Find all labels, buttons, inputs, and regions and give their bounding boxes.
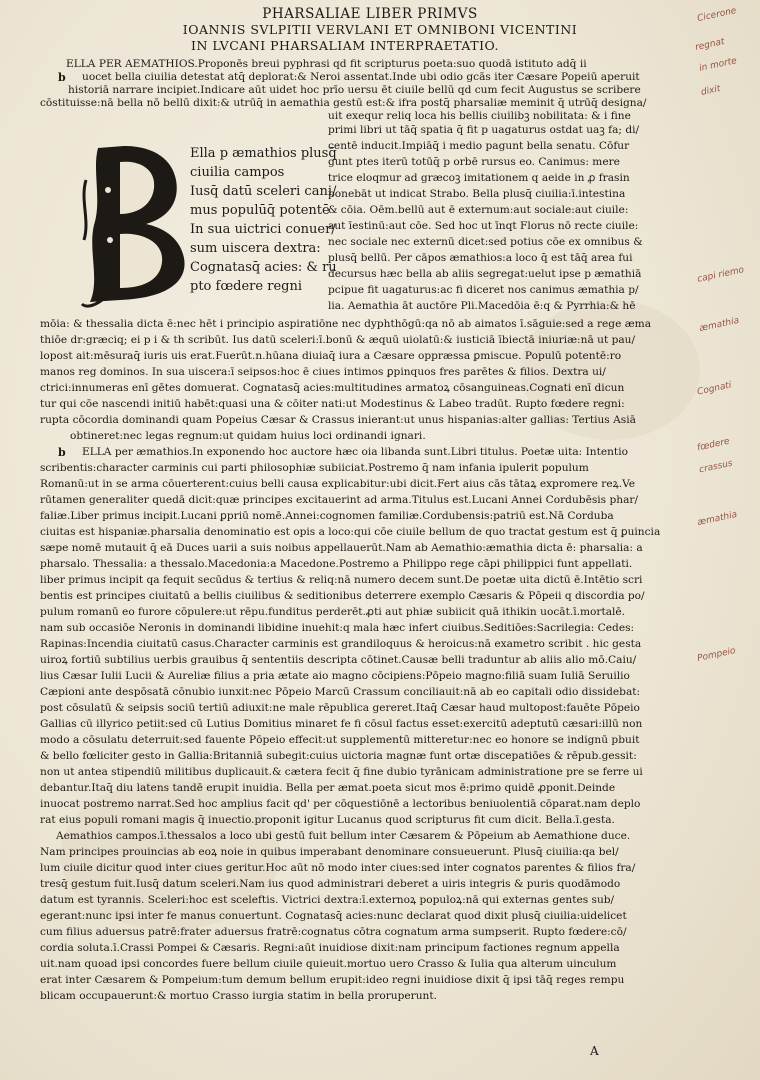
book-title: PHARSALIAE LIBER PRIMVS: [262, 6, 478, 22]
text-line: obtineret:nec legas regnum:ut quidam huius loci ordinandi ignari.: [70, 430, 426, 442]
text-line: decursus hæc bella ab aliis segregat:uelut ipse p æmathiā: [328, 268, 642, 280]
text-line: cum filius aduersus patrē:frater aduersus fratrē:cognatus cōtra cognatum arma sumpserit. Rupto fœdere:cō/: [40, 926, 627, 938]
margin-note: crassus: [698, 458, 734, 476]
text-line: cordia soluta.ī.Crassi Pompei & Cæsaris. Regni:aūt inuidiose dixit:nam principum factiones regnum appella: [40, 942, 620, 954]
margin-note: regnat: [694, 37, 726, 53]
text-line: gunt ptes iterū totūq̄ p orbē rursus eo. Canimus: mere: [328, 156, 620, 168]
poem-line: mus populūq̄ potentē: [190, 203, 330, 218]
text-line: uit.nam quoad ipsi concordes fuere bellum ciuile quieuit.mortuo uero Crasso & Iulia qua alterum uinculum: [40, 958, 617, 970]
poem-line: In sua uictrici conuer/: [190, 222, 336, 237]
text-line: Aemathios campos.ī.thessalos a loco ubi gestū fuit bellum inter Cæsarem & Pōpeium ab Aemathione duce.: [56, 830, 631, 842]
text-line: Romanū:ut in se arma cōuerterent:cuius belli causa explicabitur:ubi dicit.Fert aius cās tātaꝝ expromere reꝝ.Ve: [40, 478, 636, 490]
text-line: mōia: & thessalia dicta ē:nec hēt i principio aspiratiōne nec dyphthōgū:qa nō ab aimatos ī.sāguie:sed a rege æma: [40, 318, 652, 330]
text-line: uocet bella ciuilia detestat atq̄ deplorat:& Neroi assentat.Inde ubi odio gcās iter Cæsare Popeiū aperuit: [82, 71, 640, 83]
text-line: pcipue fit uagaturus:ac fi diceret nos canimus æmathia p/: [328, 284, 639, 296]
text-line: historiā narrare incipiet.Indicare aūt uidet hoc prīo uersu ēt ciuile bellū qd cum fecit Augustus se scribere: [68, 84, 641, 96]
text-line: datum est tyrannis. Sceleri:hoc est sceleftis. Victrici dextra:ī.externoꝝ populoꝝ:nā qui externas gentes sub/: [40, 894, 615, 906]
text-line: tresq̄ gestum fuit.Iusq̄ datum sceleri.Nam ius quod administrari deberet a uiris integris & puris quodāmodo: [40, 878, 621, 890]
section-marker: b: [58, 71, 66, 84]
margin-note: dixit: [700, 84, 722, 98]
text-line: lia. Aemathia āt auctōre Pli.Macedōia ē:q & Pyrrhia:& hē: [328, 300, 636, 312]
poem-line: Cognatasq̄ acies: & ru: [190, 260, 337, 275]
commentary-subtitle: IN LVCANI PHARSALIAM INTERPRAETATIO.: [191, 38, 499, 53]
margin-note: capi riemo: [696, 265, 746, 285]
text-line: rupta cōcordia dominandi quam Popeius Cæsar & Crassus inierant:ut unus hispanias:alter gallias: Tertius Asiā: [40, 414, 636, 426]
text-line: Gallias cū illyrico petiit:sed cū Lutius Domitius minaret fe fi cōsul factus esset:exercitū adeptutū cæsari:illū non: [40, 718, 643, 730]
margin-note: Pompeio: [696, 646, 737, 664]
margin-note: Cicerone: [696, 5, 738, 25]
text-line: debantur.Itaq̄ diu latens tandē erupit inuidia. Bella per æmat.poeta sicut mos ē:primo quidē ꝓponit.Deinde: [40, 782, 616, 794]
text-line: nam sub occasiōe Neronis in dominandi libidine inuehit:q mala hæc infert ciuibus.Seditiōes:Sacrilegia: Cedes:: [40, 622, 635, 634]
text-line: ELLA PER AEMATHIOS.Proponēs breui pyphrasi qd fit scripturus poeta:suo quodā istituto adq̄ ii: [66, 58, 587, 70]
text-line: ponebāt ut indicat Strabo. Bella plusq̄ ciuilia:ī.intestina: [328, 188, 626, 200]
margin-note: æmathia: [696, 509, 739, 529]
text-line: blicam occupauerunt:& mortuo Crasso iurgia statim in bella proruperunt.: [40, 990, 438, 1002]
text-line: ctrici:innumeras enī gētes domuerat. Cognatasq̄ acies:multitudines armatoꝝ cōsanguineas.Cognati enī dicun: [40, 382, 625, 394]
text-line: aut īestinū:aut cōe. Sed hoc ut īnqt Florus nō recte ciuile:: [328, 220, 639, 232]
text-line: centē inducit.Impiāq̄ i medio pagunt bella senatu. Cōfur: [328, 140, 630, 152]
text-line: faliæ.Liber primus incipit.Lucani ꝑpriū nomē.Annei:cognomen familiæ.Cordubensis:patriū est.Nā Corduba: [40, 510, 614, 522]
commentators-line: IOANNIS SVLPITII VERVLANI ET OMNIBONI VICENTINI: [182, 22, 578, 37]
text-line: modo a cōsulatu deterruit:sed fauente Pōpeio effecit:ut supplementū mitteretur:nec eo honore se indignū pbuit: [40, 734, 640, 746]
text-line: scribentis:character carminis cui parti philosophiæ subiiciat.Postremo q̄ nam infania ipulerit populum: [40, 462, 589, 474]
text-line: Nam principes prouincias ab eoꝝ noie in quibus imperabant denominare consueuerunt. Plusq̄ ciuilia:qa bel/: [40, 846, 619, 858]
poem-line: ciuilia campos: [190, 165, 285, 180]
text-line: uit exequr reliq loca his bellis ciuilibꝫ nobilitata: & i fine: [328, 110, 631, 122]
text-line: cōstituisse:nā bella nō bellū dixit:& utrūq̄ in aemathia gestū est:& ifra postq̄ pharsaliæ meminit q̄ utrūq̄ designa/: [40, 97, 647, 109]
margin-note: in morte: [698, 56, 738, 74]
text-line: rat eius populi romani magis q̄ inuectio.proponit igitur Lucanus quod scripturus fit cum dicit. Bella.ī.gesta.: [40, 814, 615, 826]
text-line: inuocat postremo narrat.Sed hoc amplius facit qd' per cōquestiōnē a lectoribus beniuolentiā cōparat.nam deplo: [40, 798, 641, 810]
text-line: rūtamen generaliter quedā dicit:quæ principes excitauerint ad arma.Titulus est.Lucani Annei Cordubēsis phar/: [40, 494, 639, 506]
text-line: nec sociale nec externū dicet:sed potius cōe ex omnibus &: [328, 236, 643, 248]
text-line: pharsalo. Thessalia: a thessalo.Macedonia:a Macedone.Postremo a Philippo rege cāpi philippici funt appellati.: [40, 558, 633, 570]
section-marker: b: [58, 446, 66, 459]
text-line: primi libri ut tāq̄ spatia q̄ fit p uagaturus ostdat uaꝫ fa; di/: [328, 124, 640, 136]
text-line: tur qui cōe nascendi initiū habēt:quasi una & cōiter nati:ut Modestinus & Labeo tradūt. Rupto fœdere regni:: [40, 398, 625, 410]
poem-line: pto fœdere regni: [190, 279, 302, 294]
text-line: ciuitas est hispaniæ.pharsalia denominatio est opis a loco:qui cōe ciuile bellum de quo tractat gestum est q̄ ꝑuincia: [40, 526, 661, 538]
margin-annotations: [695, 0, 760, 1080]
text-line: non ut antea stipendiū militibus duplicauit.& cætera fecit q̄ fine dubio tyrānicam administratione pre se ferre ui: [40, 766, 643, 778]
text-line: lius Cæsar Iulii Lucii & Aureliæ filius a pria ætate aio magno cōcipiens:Pōpeio magno:filiā suam Iuliā Seruilio: [40, 670, 630, 682]
poem-block: [190, 144, 337, 296]
text-line: lopost ait:mēsuraq̄ iuris uis erat.Fuerūt.n.hūana diuiaq̄ iura a Cæsare oppræssa ꝑmiscue. Populū potentē:ro: [40, 350, 622, 362]
poem-line: sum uiscera dextra:: [190, 241, 321, 256]
text-line: & bello fœliciter gesto in Gallia:Britanniā subegit:cuius uictoria magnæ funt ortæ discepatiōes & rēpub.gessit:: [40, 750, 637, 762]
poem-line: Iusq̄ datū sceleri cani/: [190, 184, 337, 199]
text-line: bentis est principes ciuitatū a bellis ciuilibus & seditionibus deterrere exemplo Cæsaris & Pōpeii q discordia po/: [40, 590, 645, 602]
text-line: egerant:nunc ipsi inter fe manus conuertunt. Cognatasq̄ acies:nunc declarat quod dixit plusq̄ ciuilia:uidelicet: [40, 910, 627, 922]
text-line: plusq̄ bellū. Per cāpos æmathios:a loco q̄ est tāq̄ area fui: [328, 252, 633, 264]
text-line: erat inter Cæsarem & Pompeium:tum demum bellum erupit:ideo regni inuidiose dixit q̄ ipsi tāq̄ reges rempu: [40, 974, 625, 986]
text-line: thiōe dr:græciq; ei p i & th scribūt. Ius datū sceleri:ī.bonū & æquū uiolatū:& iusticiā ībiectā iniuriæ:nā ut pau/: [40, 334, 636, 346]
text-line: liber primus incipit qa fequit secūdus & tertius & reliq:nā numero decem sunt.De poetæ uita dictū ē.Intētio scri: [40, 574, 643, 586]
text-line: post cōsulatū & seipsis sociū tertiū adiuxit:ne male rēpublica gereret.Itaq̄ Cæsar haud multopost:fauēte Pōpeio: [40, 702, 640, 714]
decorated-initial-b: [80, 140, 190, 310]
text-line: pulum romanū eo furore cōpulere:ut rēpu.funditus perderēt.ꝓti aut phiæ subiicit quā ithikin uocāt.ī.mortalē.: [40, 606, 626, 618]
text-line: & cōia. Oēm.bellū aut ē externum:aut sociale:aut ciuile:: [328, 204, 629, 216]
margin-note: fœdere: [696, 436, 731, 454]
text-line: trice eloqmur ad græcoꝫ imitationem q aeide in ꝓ frasin: [328, 172, 630, 184]
text-line: manos reg dominos. In sua uiscera:ī seipsos:hoc ē ciues intimos ꝑpinquos fres parētes & filios. Dextra ui/: [40, 366, 606, 378]
margin-note: Cognati: [696, 380, 733, 398]
text-line: sæpe nomē mutauit q̄ eā Duces uarii a suis noibus appellauerūt.Nam ab Aemathio:æmathia dicta ē: pharsalia: a: [40, 542, 643, 554]
text-line: uiroꝝ fortiū subtilius uerbis grauibus q̄ sententiis descripta cōtinet.Causæ belli traduntur ab aliis alio mō.Caiu/: [40, 654, 637, 666]
catchword-signature: A: [590, 1044, 599, 1058]
text-line: ELLA per æmathios.In exponendo hoc auctore hæc oia libanda sunt.Libri titulus. Poetæ uita: Intentio: [82, 446, 628, 458]
text-line: lum ciuile dicitur quod inter ciues geritur.Hoc aūt nō modo inter ciues:sed inter cognatos parentes & filios fra/: [40, 862, 636, 874]
text-line: Cæpioni ante despōsatā cōnubio iunxit:nec Pōpeio Marcū Crassum conciliauit:nā ab eo capitali odio dissidebat:: [40, 686, 641, 698]
text-line: Rapinas:Incendia ciuitatū casus.Character carminis est grandiloquus & heroicus:nā exametro scribit . hic gesta: [40, 638, 642, 650]
margin-note: æmathia: [698, 315, 741, 335]
poem-line: Ella p æmathios plusq̄: [190, 146, 337, 161]
